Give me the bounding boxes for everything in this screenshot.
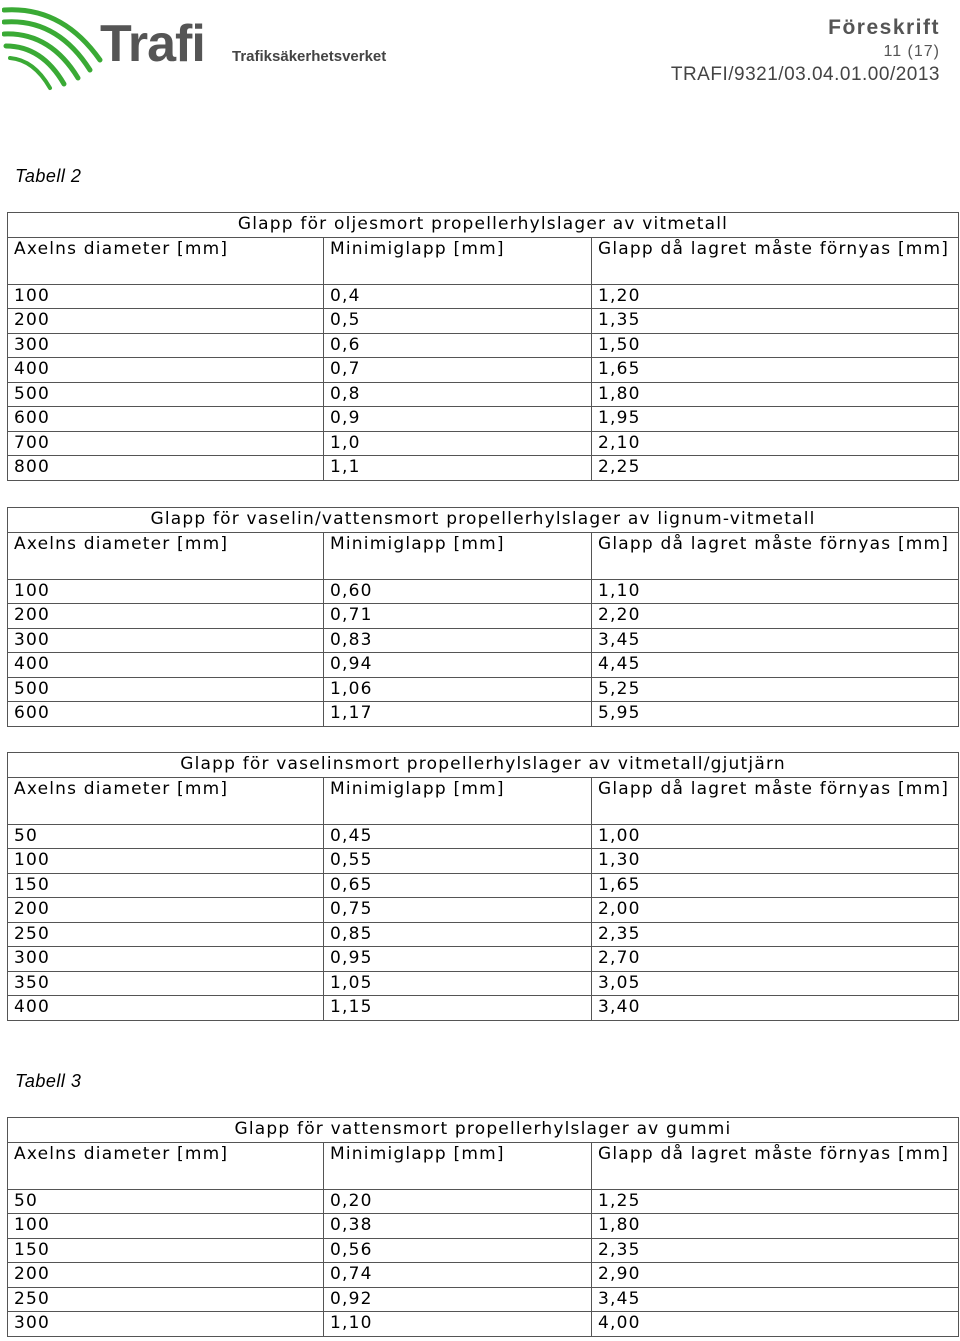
clearance-table-oil-whitemetal — [7, 212, 959, 481]
column-header-renewal-clearance: Glapp då lagret måste förnyas [mm] — [592, 777, 959, 824]
table-row — [8, 309, 959, 334]
cell-min-clearance: 0,75 — [324, 898, 592, 923]
cell-min-clearance: 0,55 — [324, 849, 592, 874]
document-type: Föreskrift — [828, 16, 940, 39]
clearance-table-water-rubber — [7, 1117, 959, 1337]
table-row — [8, 996, 959, 1021]
cell-min-clearance: 0,20 — [324, 1189, 592, 1214]
cell-renewal-clearance: 3,05 — [592, 971, 959, 996]
cell-diameter: 50 — [8, 824, 324, 849]
cell-min-clearance: 0,45 — [324, 824, 592, 849]
cell-renewal-clearance: 2,00 — [592, 898, 959, 923]
table-row — [8, 947, 959, 972]
cell-renewal-clearance: 5,25 — [592, 677, 959, 702]
column-header-renewal-clearance: Glapp då lagret måste förnyas [mm] — [592, 532, 959, 579]
cell-min-clearance: 1,1 — [324, 456, 592, 481]
cell-diameter: 500 — [8, 382, 324, 407]
cell-diameter: 150 — [8, 1238, 324, 1263]
table-row — [8, 333, 959, 358]
cell-renewal-clearance: 1,20 — [592, 284, 959, 309]
cell-renewal-clearance: 1,65 — [592, 873, 959, 898]
cell-min-clearance: 1,0 — [324, 431, 592, 456]
cell-renewal-clearance: 2,90 — [592, 1263, 959, 1288]
column-header-diameter: Axelns diameter [mm] — [8, 532, 324, 579]
cell-diameter: 100 — [8, 1214, 324, 1239]
table-row — [8, 922, 959, 947]
cell-renewal-clearance: 1,50 — [592, 333, 959, 358]
cell-diameter: 150 — [8, 873, 324, 898]
cell-diameter: 50 — [8, 1189, 324, 1214]
cell-diameter: 400 — [8, 653, 324, 678]
trafi-logo — [0, 0, 400, 95]
column-header-min-clearance: Minimiglapp [mm] — [324, 237, 592, 284]
cell-renewal-clearance: 1,80 — [592, 382, 959, 407]
column-header-min-clearance: Minimiglapp [mm] — [324, 532, 592, 579]
cell-diameter: 350 — [8, 971, 324, 996]
logo-subtitle: Trafiksäkerhetsverket — [232, 48, 387, 65]
table-3-caption: Tabell 3 — [15, 1071, 82, 1091]
cell-min-clearance: 1,10 — [324, 1312, 592, 1337]
table-title: Glapp för vattensmort propellerhylslager av gummi — [8, 1118, 959, 1143]
table-row — [8, 898, 959, 923]
clearance-table-vaseline-lignum — [7, 507, 959, 727]
trafi-swoosh-icon — [2, 2, 112, 92]
cell-renewal-clearance: 3,40 — [592, 996, 959, 1021]
cell-renewal-clearance: 2,70 — [592, 947, 959, 972]
column-header-renewal-clearance: Glapp då lagret måste förnyas [mm] — [592, 237, 959, 284]
cell-min-clearance: 0,56 — [324, 1238, 592, 1263]
cell-min-clearance: 0,94 — [324, 653, 592, 678]
table-title: Glapp för oljesmort propellerhylslager av vitmetall — [8, 213, 959, 238]
cell-min-clearance: 0,8 — [324, 382, 592, 407]
cell-diameter: 100 — [8, 284, 324, 309]
logo-wordmark: Trafi — [100, 15, 205, 73]
cell-diameter: 400 — [8, 996, 324, 1021]
table-row — [8, 284, 959, 309]
cell-renewal-clearance: 2,35 — [592, 1238, 959, 1263]
cell-renewal-clearance: 2,25 — [592, 456, 959, 481]
cell-diameter: 250 — [8, 1287, 324, 1312]
cell-min-clearance: 0,38 — [324, 1214, 592, 1239]
cell-renewal-clearance: 1,00 — [592, 824, 959, 849]
cell-diameter: 300 — [8, 1312, 324, 1337]
cell-renewal-clearance: 2,35 — [592, 922, 959, 947]
table-row — [8, 382, 959, 407]
cell-min-clearance: 0,9 — [324, 407, 592, 432]
cell-diameter: 100 — [8, 579, 324, 604]
cell-diameter: 800 — [8, 456, 324, 481]
cell-renewal-clearance: 5,95 — [592, 702, 959, 727]
cell-diameter: 200 — [8, 604, 324, 629]
cell-renewal-clearance: 1,25 — [592, 1189, 959, 1214]
column-header-min-clearance: Minimiglapp [mm] — [324, 1142, 592, 1189]
cell-renewal-clearance: 1,10 — [592, 579, 959, 604]
table-2-caption: Tabell 2 — [15, 166, 82, 186]
table-row — [8, 456, 959, 481]
cell-min-clearance: 0,4 — [324, 284, 592, 309]
column-header-diameter: Axelns diameter [mm] — [8, 777, 324, 824]
cell-renewal-clearance: 1,35 — [592, 309, 959, 334]
table-row — [8, 1214, 959, 1239]
table-row — [8, 702, 959, 727]
document-meta — [671, 16, 940, 86]
table-row — [8, 849, 959, 874]
cell-min-clearance: 0,74 — [324, 1263, 592, 1288]
table-row — [8, 1189, 959, 1214]
cell-diameter: 200 — [8, 1263, 324, 1288]
cell-diameter: 200 — [8, 309, 324, 334]
page-number: 11 (17) — [883, 43, 940, 60]
column-header-diameter: Axelns diameter [mm] — [8, 1142, 324, 1189]
cell-diameter: 200 — [8, 898, 324, 923]
table-row — [8, 971, 959, 996]
table-row — [8, 824, 959, 849]
cell-renewal-clearance: 1,30 — [592, 849, 959, 874]
cell-renewal-clearance: 3,45 — [592, 628, 959, 653]
table-row — [8, 1263, 959, 1288]
cell-min-clearance: 0,95 — [324, 947, 592, 972]
page-header — [0, 0, 960, 100]
cell-diameter: 300 — [8, 333, 324, 358]
cell-diameter: 100 — [8, 849, 324, 874]
table-row — [8, 1287, 959, 1312]
cell-min-clearance: 0,92 — [324, 1287, 592, 1312]
table-row — [8, 1312, 959, 1337]
cell-min-clearance: 0,71 — [324, 604, 592, 629]
cell-min-clearance: 0,60 — [324, 579, 592, 604]
column-header-renewal-clearance: Glapp då lagret måste förnyas [mm] — [592, 1142, 959, 1189]
cell-min-clearance: 0,83 — [324, 628, 592, 653]
table-row — [8, 1238, 959, 1263]
table-row — [8, 653, 959, 678]
cell-renewal-clearance: 1,80 — [592, 1214, 959, 1239]
cell-renewal-clearance: 3,45 — [592, 1287, 959, 1312]
cell-diameter: 250 — [8, 922, 324, 947]
table-row — [8, 358, 959, 383]
cell-min-clearance: 0,65 — [324, 873, 592, 898]
cell-min-clearance: 0,6 — [324, 333, 592, 358]
cell-diameter: 300 — [8, 628, 324, 653]
cell-diameter: 600 — [8, 407, 324, 432]
cell-renewal-clearance: 4,00 — [592, 1312, 959, 1337]
document-reference: TRAFI/9321/03.04.01.00/2013 — [670, 64, 940, 85]
clearance-table-vaseline-whitemetal-castiron — [7, 752, 959, 1021]
cell-diameter: 300 — [8, 947, 324, 972]
table-row — [8, 628, 959, 653]
table-row — [8, 873, 959, 898]
column-header-min-clearance: Minimiglapp [mm] — [324, 777, 592, 824]
table-row — [8, 604, 959, 629]
column-header-diameter: Axelns diameter [mm] — [8, 237, 324, 284]
cell-min-clearance: 0,5 — [324, 309, 592, 334]
cell-min-clearance: 1,05 — [324, 971, 592, 996]
table-title: Glapp för vaselinsmort propellerhylslager av vitmetall/gjutjärn — [8, 753, 959, 778]
cell-min-clearance: 1,15 — [324, 996, 592, 1021]
cell-renewal-clearance: 1,95 — [592, 407, 959, 432]
cell-renewal-clearance: 2,20 — [592, 604, 959, 629]
cell-diameter: 700 — [8, 431, 324, 456]
cell-min-clearance: 1,17 — [324, 702, 592, 727]
cell-min-clearance: 1,06 — [324, 677, 592, 702]
table-row — [8, 407, 959, 432]
cell-min-clearance: 0,85 — [324, 922, 592, 947]
cell-diameter: 500 — [8, 677, 324, 702]
cell-min-clearance: 0,7 — [324, 358, 592, 383]
cell-renewal-clearance: 2,10 — [592, 431, 959, 456]
cell-renewal-clearance: 1,65 — [592, 358, 959, 383]
table-title: Glapp för vaselin/vattensmort propellerhylslager av lignum-vitmetall — [8, 508, 959, 533]
table-row — [8, 677, 959, 702]
table-row — [8, 579, 959, 604]
cell-diameter: 400 — [8, 358, 324, 383]
cell-renewal-clearance: 4,45 — [592, 653, 959, 678]
cell-diameter: 600 — [8, 702, 324, 727]
table-row — [8, 431, 959, 456]
